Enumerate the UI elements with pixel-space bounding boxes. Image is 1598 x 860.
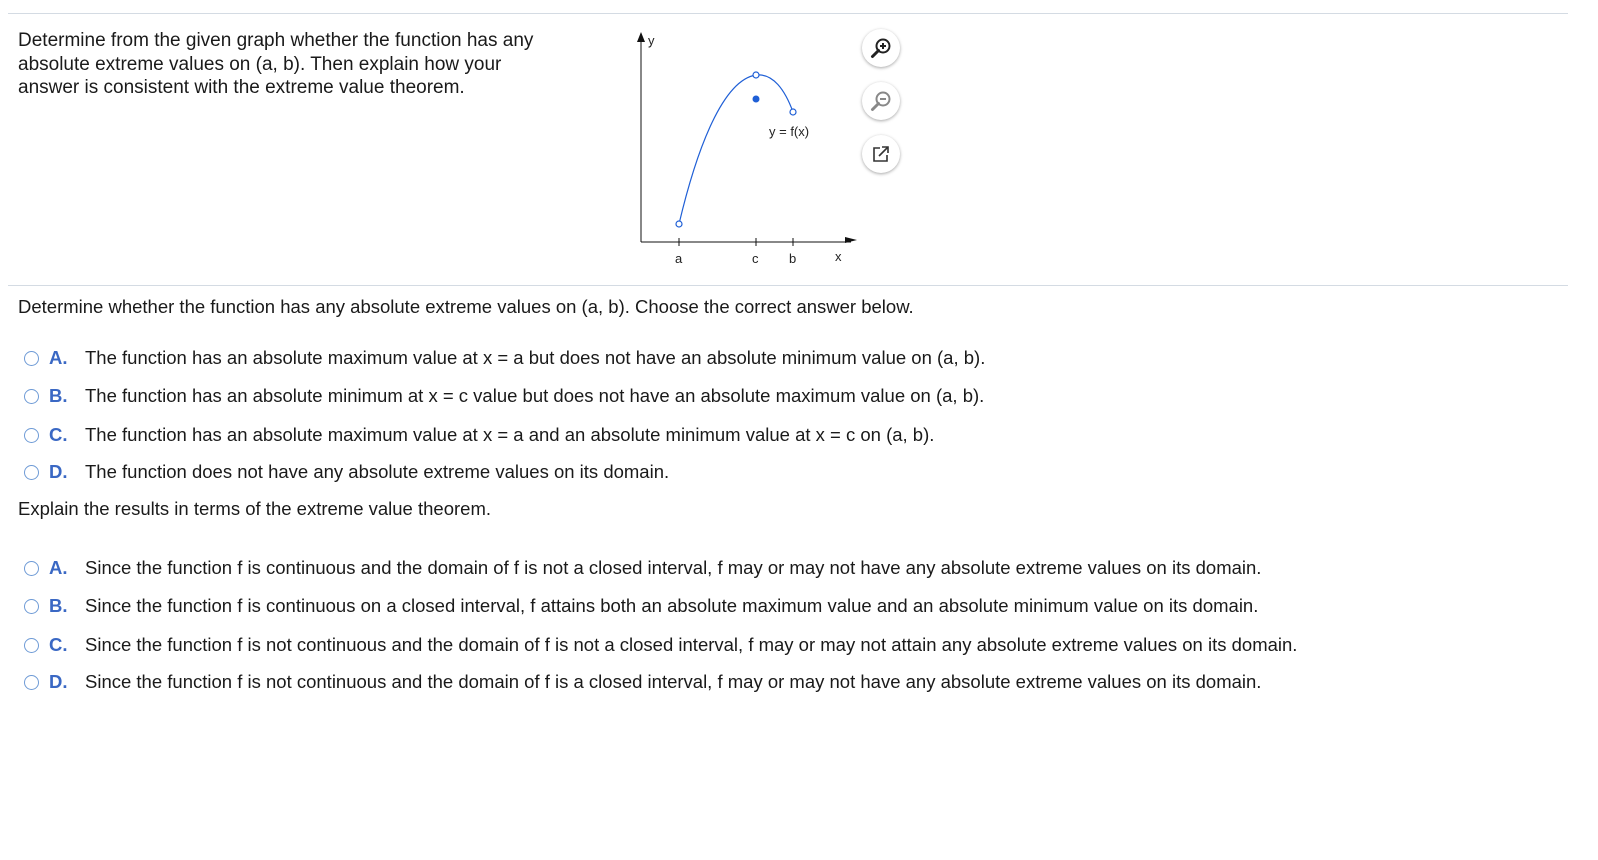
- option-letter: A.: [49, 557, 68, 578]
- question-line-2: absolute extreme values on (a, b). Then explain how your: [18, 53, 502, 75]
- option-text: The function has an absolute maximum value at x = a and an absolute minimum value at x = c on (a, b).: [85, 424, 935, 445]
- radio-button[interactable]: [24, 638, 39, 653]
- option-letter: B.: [49, 385, 68, 406]
- open-endpoint-b: [790, 109, 796, 115]
- part1-option-b[interactable]: [24, 384, 984, 408]
- function-graph: [615, 28, 865, 273]
- y-axis-arrow: [637, 32, 645, 42]
- popout-icon: [871, 144, 891, 164]
- option-text: The function has an absolute maximum value at x = a but does not have an absolute minimum value on (a, b).: [85, 347, 986, 368]
- part2-option-d[interactable]: [24, 670, 1261, 694]
- option-letter: D.: [49, 671, 68, 692]
- part1-option-c[interactable]: [24, 423, 934, 447]
- option-text: Since the function f is not continuous and the domain of f is not a closed interval, f may or may not attain any absolute extreme values on its domain.: [85, 634, 1298, 655]
- radio-button[interactable]: [24, 428, 39, 443]
- part2-prompt: Explain the results in terms of the extreme value theorem.: [18, 498, 491, 519]
- part2-option-c[interactable]: [24, 633, 1297, 657]
- option-letter: B.: [49, 595, 68, 616]
- option-text: Since the function f is not continuous and the domain of f is a closed interval, f may or may not have any absolute extreme values on its domain.: [85, 671, 1262, 692]
- part1-option-d[interactable]: [24, 460, 669, 484]
- radio-button[interactable]: [24, 561, 39, 576]
- part2-option-b[interactable]: [24, 594, 1258, 618]
- function-curve: [679, 75, 793, 224]
- question-text: [18, 29, 588, 100]
- option-letter: C.: [49, 634, 68, 655]
- zoom-in-button[interactable]: [862, 29, 900, 67]
- part1-prompt: Determine whether the function has any absolute extreme values on (a, b). Choose the correct answer below.: [18, 296, 914, 317]
- radio-button[interactable]: [24, 465, 39, 480]
- open-endpoint-a: [676, 221, 682, 227]
- tick-label-a: a: [675, 251, 683, 266]
- section-divider: [8, 285, 1568, 286]
- question-line-1: Determine from the given graph whether the function has any: [18, 30, 534, 51]
- radio-button[interactable]: [24, 675, 39, 690]
- option-letter: A.: [49, 347, 68, 368]
- zoom-in-icon: [869, 36, 893, 60]
- function-label: y = f(x): [769, 124, 810, 139]
- option-text: Since the function f is continuous on a closed interval, f attains both an absolute maximum value and an absolute minimum value on its domain.: [85, 595, 1259, 616]
- open-point-peak: [753, 72, 759, 78]
- filled-point-c: [753, 96, 760, 103]
- option-text: The function does not have any absolute extreme values on its domain.: [85, 461, 670, 482]
- tick-label-b: b: [789, 251, 797, 266]
- zoom-out-icon: [869, 89, 893, 113]
- tick-label-c: c: [752, 251, 759, 266]
- zoom-out-button[interactable]: [862, 82, 900, 120]
- part2-option-a[interactable]: [24, 556, 1261, 580]
- top-divider: [8, 13, 1568, 14]
- radio-button[interactable]: [24, 389, 39, 404]
- part1-option-a[interactable]: [24, 346, 985, 370]
- question-line-3: answer is consistent with the extreme value theorem.: [18, 77, 465, 98]
- radio-button[interactable]: [24, 351, 39, 366]
- option-text: Since the function f is continuous and the domain of f is not a closed interval, f may or may not have any absolute extreme values on its domain.: [85, 557, 1262, 578]
- y-axis-label: y: [648, 33, 655, 48]
- option-letter: C.: [49, 424, 68, 445]
- option-text: The function has an absolute minimum at x = c value but does not have an absolute maximum value on (a, b).: [85, 385, 985, 406]
- option-letter: D.: [49, 461, 68, 482]
- radio-button[interactable]: [24, 599, 39, 614]
- x-axis-label: x: [835, 249, 842, 264]
- popout-button[interactable]: [862, 135, 900, 173]
